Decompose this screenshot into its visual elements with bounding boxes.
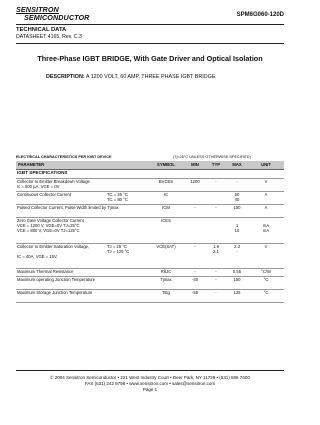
- page-number: Page 1: [142, 387, 158, 392]
- header-bottom-rule: [16, 43, 284, 44]
- max-cell: -: [226, 179, 248, 192]
- typ-cell: [206, 218, 226, 244]
- table-row: [16, 269, 284, 277]
- min-cell: -: [184, 205, 206, 218]
- ec-heading: ELECTRICAL CHARACTERISTICS PER IGBT DEVICE: [16, 155, 112, 159]
- min-cell: -55: [184, 290, 206, 303]
- datasheet-revision: DATASHEET 4165, Rev. C.3: [16, 34, 82, 40]
- description-text: A 1200 VOLT, 60 AMP, THREE PHASE IGBT BRIDGE: [85, 74, 216, 80]
- document-title: Three-Phase IGBT BRIDGE, With Gate Driver and Optical Isolation: [37, 54, 263, 63]
- param-cell: Continuous Collector Current: [16, 192, 106, 205]
- spec-table: [16, 161, 284, 303]
- param-cell: Collector to Emitter Saturation Voltage, IC = 40A, VGE = 15V,: [16, 244, 106, 269]
- max-cell: 1 10: [226, 218, 248, 244]
- logo-line2: SEMICONDUCTOR: [24, 13, 90, 22]
- header-typ: TYP: [206, 161, 226, 170]
- table-row: [16, 218, 284, 244]
- symbol-cell: Tstg: [148, 290, 184, 303]
- unit-cell: V: [248, 179, 284, 192]
- description: [46, 74, 215, 80]
- table-row: [16, 244, 284, 269]
- typ-cell: 1.9 2.1: [206, 244, 226, 269]
- typ-cell: -: [206, 269, 226, 277]
- table-row: [16, 277, 284, 290]
- min-cell: 1200: [184, 179, 206, 192]
- max-cell: 150: [226, 277, 248, 290]
- param-cell: Maximum Storage Junction Temperature: [16, 290, 148, 303]
- typ-cell: -: [206, 277, 226, 290]
- typ-cell: -: [206, 179, 226, 192]
- unit-cell: A: [248, 205, 284, 218]
- header-max: MAX: [226, 161, 248, 170]
- symbol-cell: ICM: [148, 205, 184, 218]
- table-row: [16, 192, 284, 205]
- header-min: MIN: [184, 161, 206, 170]
- param-cell: Maximum operating Junction Temperature: [16, 277, 148, 290]
- part-number: SPM6G060-120D: [236, 12, 284, 18]
- symbol-cell: IC: [148, 192, 184, 205]
- header-unit: UNIT: [248, 161, 284, 170]
- condition-cell: TJ = 25 °C TJ = 125 °C: [106, 244, 148, 269]
- typ-cell: -: [206, 205, 226, 218]
- max-cell: 2.3 -: [226, 244, 248, 269]
- min-cell: [184, 218, 206, 244]
- table-header-row: [16, 161, 284, 170]
- header-symbol: SYMBOL: [148, 161, 184, 170]
- table-row: [16, 290, 284, 303]
- typ-cell: [206, 192, 226, 205]
- unit-cell: A: [248, 192, 284, 205]
- param-cell: Pulsed Collector Current, Pulse Width limited by Tjmax: [16, 205, 148, 218]
- header-rule: [16, 24, 284, 25]
- min-cell: -40: [184, 277, 206, 290]
- footer-address: © 2004 Sensitron Semiconductor • 221 West Industry Court • Deer Park, NY 11729 • (631) 586 7600: [50, 375, 250, 380]
- max-cell: 60 40: [226, 192, 248, 205]
- symbol-cell: ICES: [148, 218, 184, 244]
- table-row: [16, 205, 284, 218]
- unit-cell: °C: [248, 277, 284, 290]
- symbol-cell: Tjmax: [148, 277, 184, 290]
- symbol-cell: BVCES: [148, 179, 184, 192]
- unit-cell: °C: [248, 290, 284, 303]
- unit-cell: V: [248, 244, 284, 269]
- company-logo: [16, 6, 89, 22]
- unit-cell: °C/W: [248, 269, 284, 277]
- param-cell: Collector to Emitter Breakdown Voltage Ic = 500 µA, VGE = 0V: [16, 179, 148, 192]
- ec-conditions: (Tj=25°C UNLESS OTHERWISE SPECIFIED): [173, 155, 251, 159]
- description-label: DESCRIPTION:: [46, 74, 85, 80]
- section-title: IGBT SPECIFICATIONS: [16, 170, 284, 179]
- symbol-cell: VCE(SAT): [148, 244, 184, 269]
- section-row: [16, 170, 284, 179]
- footer-rule: [16, 370, 284, 371]
- param-cell: Maximum Thermal Resistance: [16, 269, 148, 277]
- min-cell: [184, 192, 206, 205]
- technical-data-label: TECHNICAL DATA: [16, 27, 67, 33]
- min-cell: -: [184, 269, 206, 277]
- param-cell: Zero Gate Voltage Collector Current VCE = 1200 V, VGE=0V TJ=25°C VCE = 800 V, VGE=0V TJ=125°C: [16, 218, 148, 244]
- typ-cell: -: [206, 290, 226, 303]
- condition-cell: TC = 25 °C TC = 80 °C: [106, 192, 148, 205]
- max-cell: 0.55: [226, 269, 248, 277]
- symbol-cell: RθJC: [148, 269, 184, 277]
- unit-cell: mA mA: [248, 218, 284, 244]
- footer-contact: FAX (631) 242 9798 • www.sensitron.com • sales@sensitron.com: [84, 381, 216, 386]
- max-cell: 150: [226, 205, 248, 218]
- header-parameter: PARAMETER: [16, 161, 148, 170]
- logo-line1: SENSITRON: [16, 5, 59, 14]
- max-cell: 125: [226, 290, 248, 303]
- table-row: [16, 179, 284, 192]
- min-cell: -: [184, 244, 206, 269]
